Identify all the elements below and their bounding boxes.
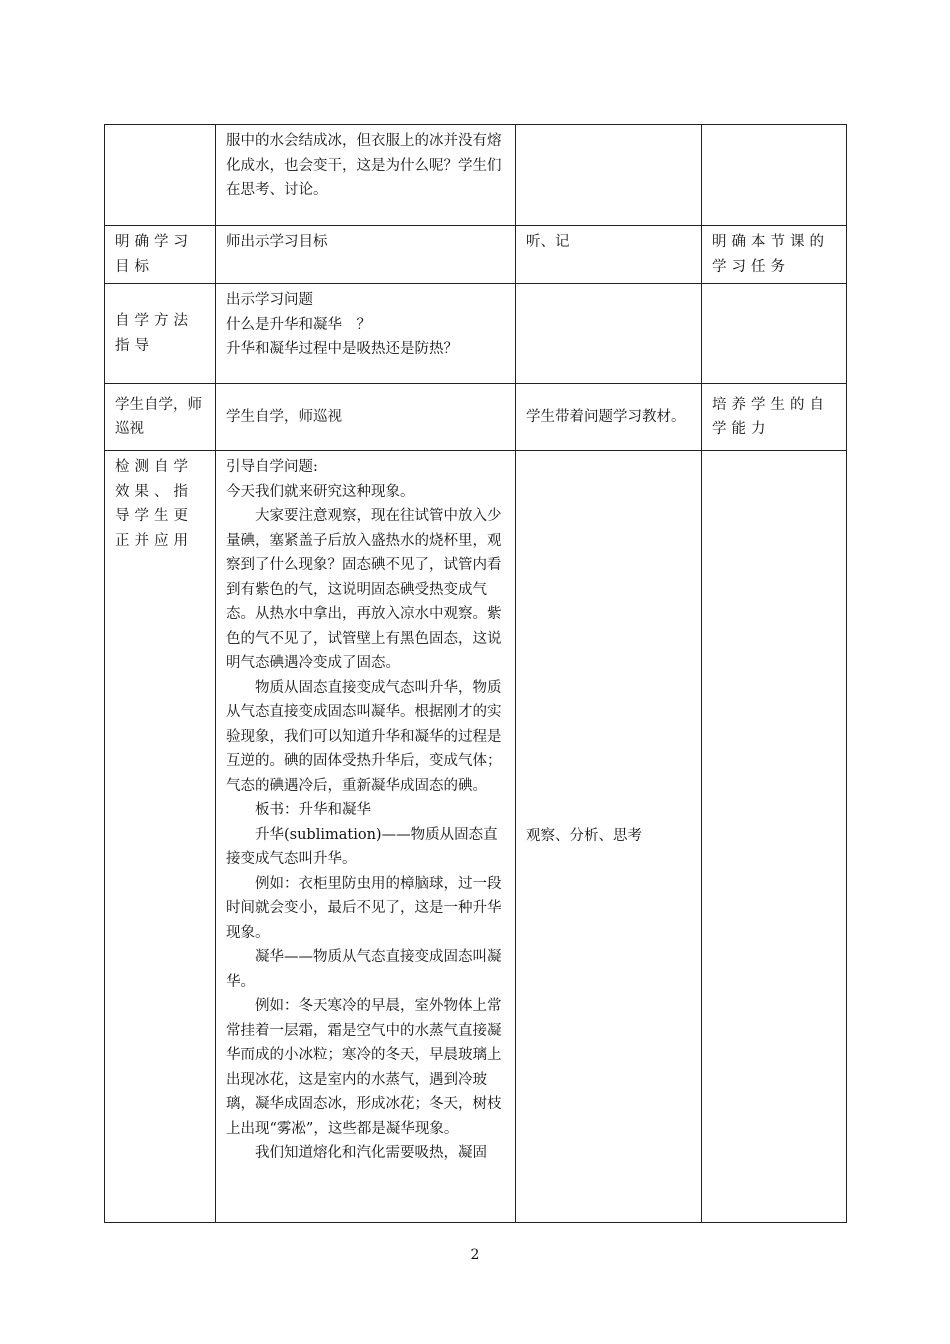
paragraph: 师出示学习目标 [226,234,328,250]
table-row [105,451,847,1223]
table-row [105,284,847,384]
paragraph: 引导自学问题: [226,459,318,475]
student-activity-cell: 学生带着问题学习教材。 [516,384,702,451]
design-intent-cell: 明确本节课的学习任务 [702,226,847,284]
lesson-plan-table [104,124,847,1223]
page-number: 2 [470,1247,480,1263]
table-row [105,226,847,284]
paragraph: 大家要注意观察，现在往试管中放入少量碘，塞紧盖子后放入盛热水的烧杯里，观察到了什么现象？固态碘不见了，试管内看到有紫色的气，这说明固态碘受热变成气态。从热水中拿出，再放入凉水中观察。紫色的气不见了，试管壁上有黑色固态，这说明气态碘遇冷变成了固态。 [226,508,502,671]
paragraph: 学生自学，师巡视 [226,408,342,425]
design-intent-cell [702,451,847,1223]
paragraph: 服中的水会结成冰，但衣服上的冰并没有熔化成水，也会变干，这是为什么呢？学生们在思考、讨论。 [226,133,502,198]
design-intent-cell [702,125,847,226]
student-activity-cell [516,284,702,384]
step-cell: 自学方法指导 [105,284,216,384]
paragraph: 凝华——物质从气态直接变成固态叫凝华。 [226,949,502,990]
step-cell: 明确学习目标 [105,226,216,284]
teacher-activity-cell [216,226,516,284]
paragraph: 例如：冬天寒冷的早晨，室外物体上常常挂着一层霜，霜是空气中的水蒸气直接凝华而成的小冰粒；寒冷的冬天，早晨玻璃上出现冰花，这是室内的水蒸气，遇到冷玻璃，凝华成固态冰，形成冰花；冬天，树枝上出现“雾凇”，这些都是凝华现象。 [226,998,502,1137]
paragraph: 今天我们就来研究这种现象。 [226,483,415,500]
paragraph: 升华和凝华过程中是吸热还是防热？ [226,341,458,357]
step-cell: 学生自学，师巡视 [105,384,216,451]
student-activity-cell: 听、记 [516,226,702,284]
student-activity-cell [516,125,702,226]
teacher-activity-cell [216,284,516,384]
design-intent-cell [702,284,847,384]
paragraph: 例如：衣柜里防虫用的樟脑球，过一段时间就会变小，最后不见了，这是一种升华现象。 [226,875,502,941]
design-intent-cell: 培养学生的自学能力 [702,384,847,451]
student-activity-cell: 观察、分析、思考 [516,451,702,1223]
paragraph: 升华(sublimation)——物质从固态直接变成气态叫升华。 [226,826,498,867]
table-row [105,125,847,226]
teacher-activity-cell [216,451,516,1223]
step-cell [105,125,216,226]
paragraph: 我们知道熔化和汽化需要吸热，凝固 [255,1145,487,1161]
teacher-activity-cell [216,125,516,226]
table-row [105,384,847,451]
paragraph: 出示学习问题 [226,292,313,308]
paragraph: 物质从固态直接变成气态叫升华，物质从气态直接变成固态叫凝华。根据刚才的实验现象，我们可以知道升华和凝华的过程是互逆的。碘的固体受热升华后，变成气体；气态的碘遇冷后，重新凝华成固态的碘。 [226,679,502,794]
paragraph: 什么是升华和凝华 ？ [226,316,371,333]
teacher-activity-cell [216,384,516,451]
paragraph: 板书：升华和凝华 [255,802,371,818]
step-cell: 检测自学效果、指导学生更正并应用 [105,451,216,1223]
